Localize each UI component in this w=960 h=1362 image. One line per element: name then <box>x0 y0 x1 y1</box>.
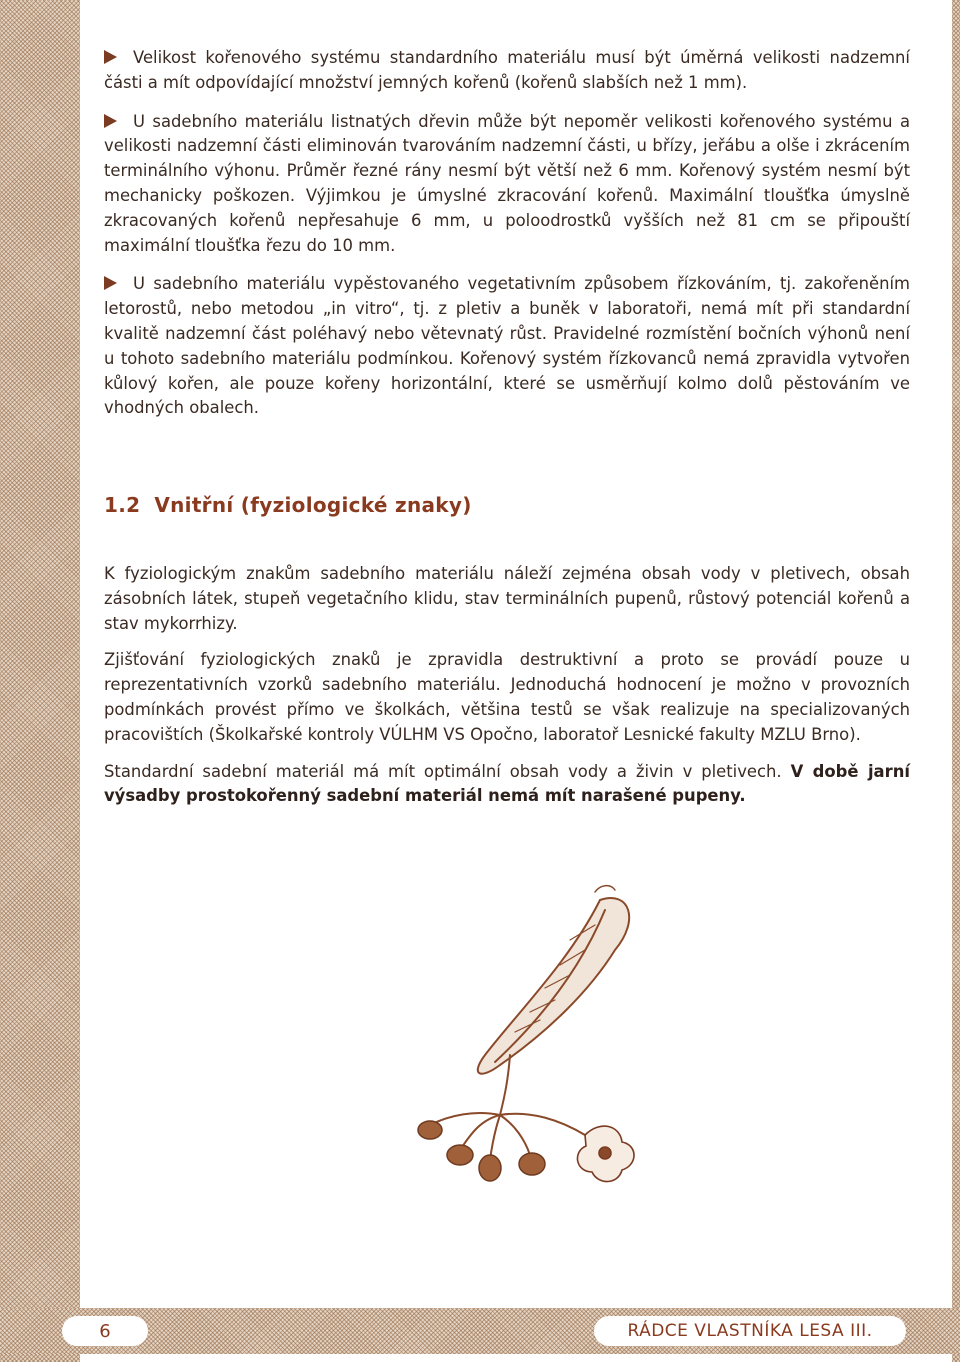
bullet-arrow-icon <box>104 276 117 290</box>
paragraph-3-bold: V době jarní výsadby prostokořenný sadební materiál nemá mít narašené pupeny. <box>104 761 910 806</box>
right-decorative-band <box>952 0 960 1362</box>
section-number: 1.2 <box>104 493 141 518</box>
linden-illustration <box>400 880 660 1210</box>
section-title: Vnitřní (fyziologické znaky) <box>154 493 472 518</box>
paragraph-2: Zjišťování fyziologických znaků je zpravidla destruktivní a proto se provádí pouze u reprezentativních vzorků sadebního materiálu. Jednoduchá hodnocení je možno v provozních podmínkách provést přímo ve školkách, většina testů se však realizuje na specializovaných pracovištích (Školkařské kontroly VÚLHM VS Opočno, laboratoř Lesnické fakulty MZLU Brno). <box>104 650 910 744</box>
bullet-item-1: Velikost kořenového systému standardního materiálu musí být úměrná velikosti nadzemní části a mít odpovídající množství jemných kořenů (kořenů slabších než 1 mm). <box>104 48 910 92</box>
paragraph-3 <box>104 760 910 810</box>
paragraph-1: K fyziologickým znakům sadebního materiálu náleží zejména obsah vody v pletivech, obsah zásobních látek, stupeň vegetačního klidu, stav terminálních pupenů, růstový potenciál kořenů a stav mykorrhizy. <box>104 563 910 633</box>
bullet-item-2: U sadebního materiálu listnatých dřevin může být nepoměr velikosti kořenového systému a velikosti nadzemní části eliminován tvarováním nadzemní části, u břízy, jeřábu a olše i zkrácením terminálního výhonu. Průměr řezné rány nesmí být větší než 6 mm. Kořenový systém nesmí být mechanicky poškozen. Výjimkou je úmyslné zkracování kořenů. Maximální tloušťka úmyslně zkracovaných kořenů nepřesahuje 6 mm, u poloodrostků vyšších než 81 cm se připouští maximální tloušťka řezu do 10 mm. <box>104 111 910 255</box>
footer <box>0 1300 960 1362</box>
bract-leaf-outline <box>478 898 629 1074</box>
flower-bud <box>519 1153 545 1175</box>
paragraph-3-text: Standardní sadební materiál má mít optimální obsah vody a živin v pletivech. <box>104 761 782 781</box>
bullet-arrow-icon <box>104 114 117 128</box>
flower-bud <box>447 1145 473 1165</box>
publication-title: RÁDCE VLASTNÍKA LESA III. <box>594 1316 906 1346</box>
flower-bud <box>418 1121 442 1139</box>
bullet-arrow-icon <box>104 50 117 64</box>
bullet-item-3: U sadebního materiálu vypěstovaného vegetativním způsobem řízkováním, tj. zakořeněním letorostů, nebo metodou „in vitro“, tj. z pletiv a buněk v laboratoři, nemá mít při standardní kvalitě nadzemní část poléhavý nebo větevnatý růst. Pravidelné rozmístění bočních výhonů není u tohoto sadebního materiálu podmínkou. Kořenový systém řízkovanců nemá zpravidla vytvořen kůlový kořen, ale pouze kořeny horizontální, které se usměrňují kolmo dolů pěstováním ve vhodných obalech. <box>104 274 910 418</box>
page-number: 6 <box>62 1316 148 1346</box>
flower-bud <box>479 1155 501 1181</box>
section-heading <box>104 493 910 518</box>
page-content <box>104 46 910 809</box>
left-decorative-band <box>0 0 80 1362</box>
